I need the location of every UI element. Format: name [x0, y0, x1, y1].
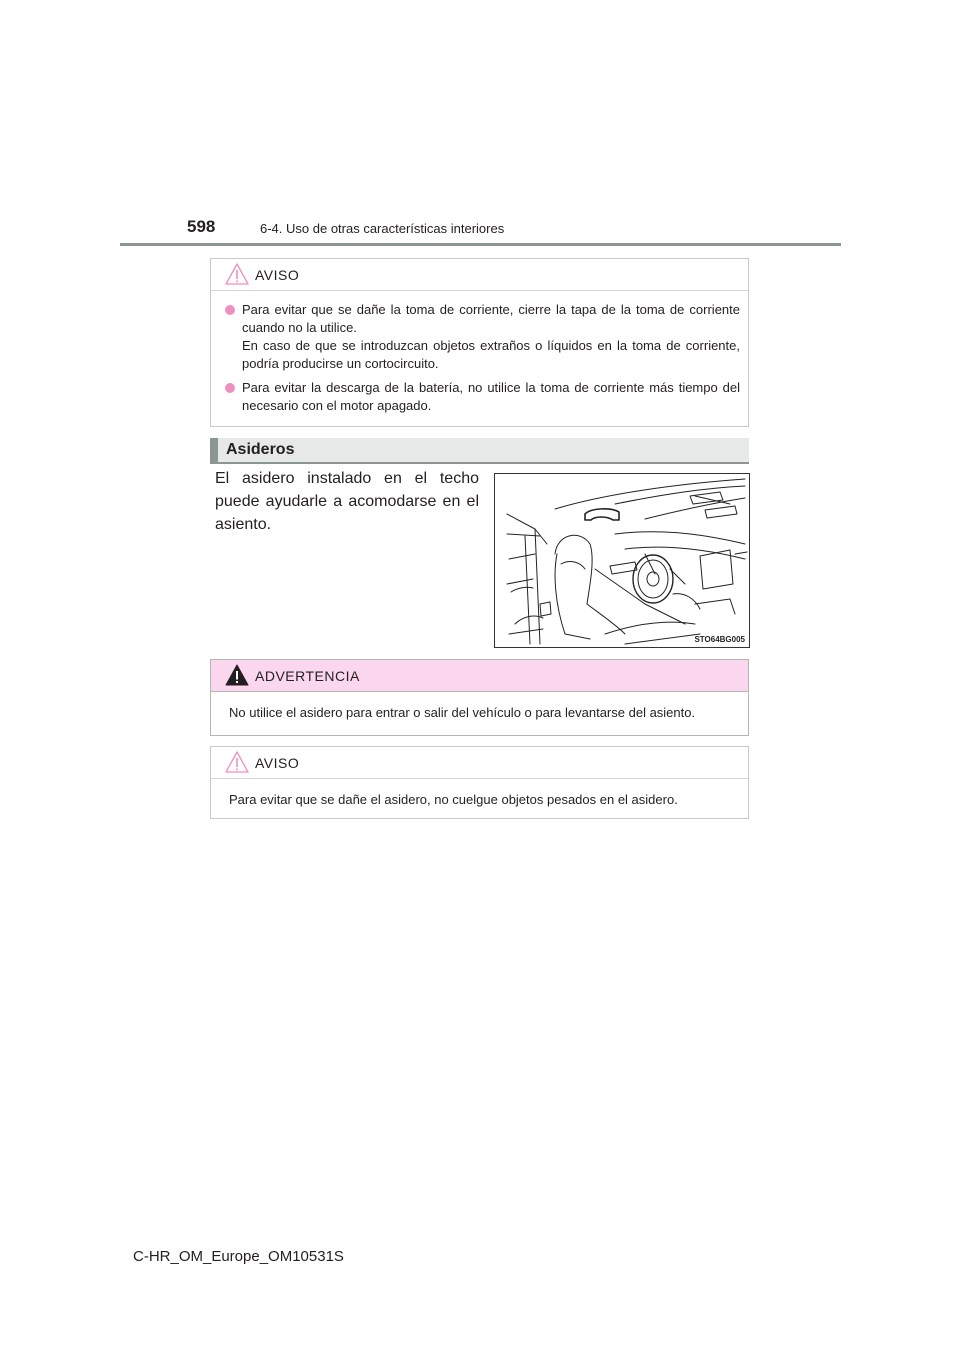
notice-title: AVISO [255, 755, 300, 771]
warning-box-assist-grip [210, 659, 749, 736]
caution-outline-triangle-icon [225, 263, 249, 285]
header-rule [120, 243, 841, 246]
heading-rule [210, 462, 749, 464]
bullet-text: Para evitar que se dañe la toma de corriente, cierre la tapa de la toma de corriente cuando no la utilice. [242, 302, 740, 335]
car-interior-drawing [495, 474, 749, 647]
bullet-text: En caso de que se introduzcan objetos extraños o líquidos en la toma de corriente, podría producirse un cortocircuito. [242, 338, 740, 371]
warning-filled-triangle-icon [225, 664, 249, 686]
caution-outline-triangle-icon [225, 751, 249, 773]
section-heading [210, 438, 749, 463]
figure-code: STO64BG005 [694, 635, 745, 644]
notice-bullet-list [211, 291, 748, 415]
page-number: 598 [187, 217, 216, 236]
interior-assist-grip-illustration [494, 473, 750, 648]
notice-text: Para evitar que se dañe el asidero, no cuelgue objetos pesados en el asidero. [229, 792, 678, 807]
document-code: C-HR_OM_Europe_OM10531S [133, 1248, 344, 1265]
notice-title: AVISO [255, 267, 300, 283]
notice-bullet-item [223, 379, 740, 415]
section-heading-text: Asideros [226, 441, 295, 458]
notice-bullet-item [223, 301, 740, 373]
notice-box-header [211, 747, 748, 779]
bullet-text: Para evitar la descarga de la batería, no utilice la toma de corriente más tiempo del necesario con el motor apagado. [242, 380, 740, 413]
section-title: 6-4. Uso de otras características interiores [260, 221, 505, 236]
warning-title: ADVERTENCIA [255, 668, 360, 684]
bullet-dot-icon [225, 383, 235, 393]
warning-box-header [211, 660, 748, 692]
notice-box-assist-grip [210, 746, 749, 819]
notice-box-header [211, 259, 748, 291]
warning-text: No utilice el asidero para entrar o salir del vehículo o para levantarse del asiento. [229, 705, 696, 720]
notice-box-power-outlet [210, 258, 749, 427]
bullet-dot-icon [225, 305, 235, 315]
heading-accent-bar [210, 438, 218, 463]
section-body-text: El asidero instalado en el techo puede ayudarle a acomodarse en el asiento. [215, 470, 479, 533]
